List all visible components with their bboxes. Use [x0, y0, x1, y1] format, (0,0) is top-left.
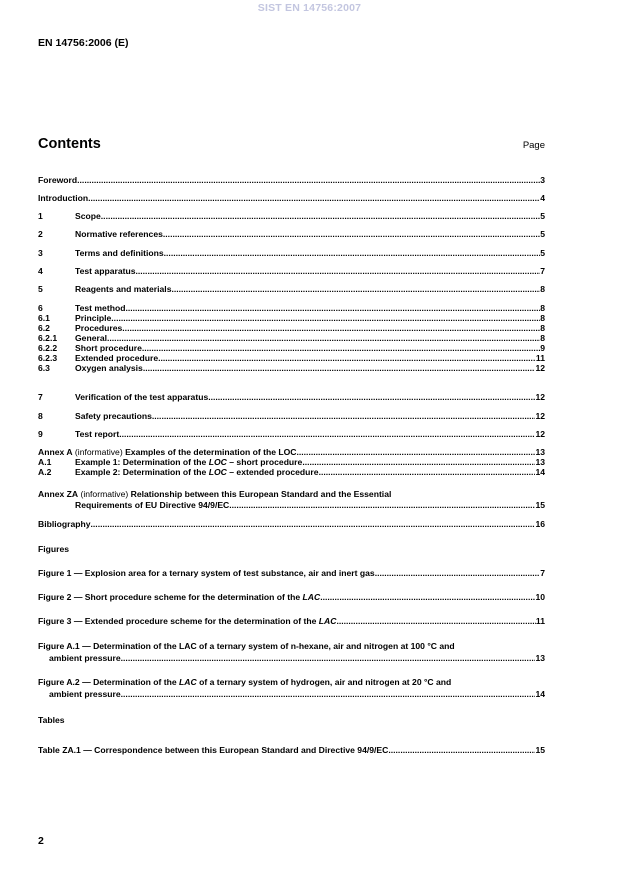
page-column-label: Page [522, 140, 545, 151]
toc-entry-8[interactable] [38, 411, 545, 421]
toc-title: Example 1: Determination of the LOC – short procedure [75, 457, 303, 467]
toc-title: Principle [75, 313, 112, 323]
figure-page: 7 [540, 568, 545, 578]
toc-number: 6.1 [38, 313, 50, 323]
toc-page: 3 [540, 175, 545, 185]
toc-title: Example 2: Determination of the LOC – extended procedure [75, 467, 319, 477]
toc-number: 3 [38, 248, 43, 258]
toc-page: 12 [535, 429, 545, 439]
toc-entry-annex-a[interactable] [38, 447, 545, 457]
toc-page: 4 [540, 193, 545, 203]
toc-title: Procedures [75, 323, 123, 333]
toc-entry-4[interactable] [38, 266, 545, 276]
toc-number: 2 [38, 229, 43, 239]
page-number: 2 [38, 835, 44, 847]
toc-page: 13 [535, 457, 545, 467]
toc-section-front [38, 175, 545, 185]
table-title: Table ZA.1 — Correspondence between this European Standard and Directive 94/9/EC [38, 745, 389, 755]
toc-section-intro [38, 193, 545, 203]
figure-title: Figure 3 — Extended procedure scheme for the determination of the LAC [38, 616, 337, 626]
toc-section-6 [38, 303, 545, 373]
toc-page: 5 [540, 211, 545, 221]
toc-page: 8 [540, 313, 545, 323]
toc-title: Bibliography [38, 519, 91, 529]
toc-page: 15 [535, 500, 545, 510]
toc-page: 14 [535, 467, 545, 477]
figure-title-cont: ambient pressure [49, 689, 121, 699]
figure-entry-3[interactable] [38, 616, 545, 626]
figure-page: 14 [535, 689, 545, 699]
toc-page: 16 [535, 519, 545, 529]
toc-title: General [75, 333, 108, 343]
toc-title: Short procedure [75, 343, 142, 353]
toc-title: Test report [75, 429, 120, 439]
toc-entry-6-2-2[interactable] [38, 343, 545, 353]
figure-page: 10 [535, 592, 545, 602]
toc-number: A.1 [38, 457, 52, 467]
figure-page: 13 [535, 653, 545, 663]
toc-page: 12 [535, 363, 545, 373]
toc-title: Introduction [38, 193, 89, 203]
toc-number: 6.2.1 [38, 333, 58, 343]
toc-title: Foreword [38, 175, 78, 185]
toc-title: Normative references [75, 229, 163, 239]
toc-title: Extended procedure [75, 353, 159, 363]
toc-number: 4 [38, 266, 43, 276]
toc-number: 6.2.3 [38, 353, 58, 363]
toc-entry-9[interactable] [38, 429, 545, 439]
contents-heading: Contents [38, 136, 101, 152]
toc-page: 5 [540, 248, 545, 258]
toc-title: Scope [75, 211, 101, 221]
toc-entry-6[interactable] [38, 303, 545, 313]
toc-entry-annex-za[interactable] [38, 489, 545, 499]
toc-entry-bibliography[interactable] [38, 519, 545, 529]
toc-entry-introduction[interactable] [38, 193, 545, 203]
figure-title: Figure 2 — Short procedure scheme for the determination of the LAC [38, 592, 321, 602]
toc-entry-5[interactable] [38, 284, 545, 294]
toc-page: 13 [535, 447, 545, 457]
toc-page: 7 [540, 266, 545, 276]
toc-entry-7[interactable] [38, 392, 545, 402]
toc-entry-2[interactable] [38, 229, 545, 239]
toc-page: 8 [540, 323, 545, 333]
figure-page: 11 [535, 616, 545, 626]
toc-page: 5 [540, 229, 545, 239]
toc-title: Reagents and materials [75, 284, 172, 294]
toc-entry-a-1[interactable] [38, 457, 545, 467]
figure-entry-a-1[interactable] [38, 641, 545, 663]
toc-number: 1 [38, 211, 43, 221]
toc-number: 6 [38, 303, 43, 313]
figure-entry-a-2[interactable] [38, 677, 545, 699]
toc-page: 12 [535, 411, 545, 421]
toc-title: Verification of the test apparatus [75, 392, 209, 402]
toc-entry-a-2[interactable] [38, 467, 545, 477]
figure-entry-1[interactable] [38, 568, 545, 578]
toc-title: Oxygen analysis [75, 363, 143, 373]
toc-entry-6-2[interactable] [38, 323, 545, 333]
toc-title: Test method [75, 303, 126, 313]
toc-number: 5 [38, 284, 43, 294]
figures-heading: Figures [38, 544, 70, 554]
table-entry-za-1[interactable] [38, 745, 545, 755]
toc-title: Terms and definitions [75, 248, 164, 258]
toc-entry-1[interactable] [38, 211, 545, 221]
table-page: 15 [535, 745, 545, 755]
toc-page: 8 [540, 284, 545, 294]
toc-entry-6-1[interactable] [38, 313, 545, 323]
tables-heading: Tables [38, 715, 65, 725]
document-id: EN 14756:2006 (E) [38, 37, 129, 49]
toc-number: 8 [38, 411, 43, 421]
figure-title: Figure A.2 — Determination of the LAC of a ternary system of hydrogen, air and nitrogen at 20 °C and [38, 677, 452, 687]
toc-entry-foreword[interactable] [38, 175, 545, 185]
toc-title: Test apparatus [75, 266, 136, 276]
toc-number: 6.2 [38, 323, 50, 333]
toc-title: Safety precautions [75, 411, 152, 421]
toc-number: 7 [38, 392, 43, 402]
toc-page: 8 [540, 303, 545, 313]
toc-entry-6-2-1[interactable] [38, 333, 545, 343]
figure-title-cont: ambient pressure [49, 653, 121, 663]
toc-page: 8 [540, 333, 545, 343]
toc-entry-6-3[interactable] [38, 363, 545, 373]
toc-entry-3[interactable] [38, 248, 545, 258]
toc-section-annex-a [38, 447, 545, 477]
toc-entry-6-2-3[interactable] [38, 353, 545, 363]
toc-page: 11 [535, 353, 545, 363]
figure-entry-2[interactable] [38, 592, 545, 602]
figure-title: Figure 1 — Explosion area for a ternary system of test substance, air and inert gas [38, 568, 375, 578]
toc-title-cont: Requirements of EU Directive 94/9/EC [75, 500, 230, 510]
toc-number: 6.2.2 [38, 343, 58, 353]
toc-number: 6.3 [38, 363, 50, 373]
toc-number: A.2 [38, 467, 52, 477]
toc-entry-annex-za-cont[interactable] [38, 500, 545, 510]
watermark: SIST EN 14756:2007 [257, 2, 362, 14]
toc-page: 9 [540, 343, 545, 353]
figure-title: Figure A.1 — Determination of the LAC of a ternary system of n-hexane, air and nitrogen at 100 °C and [38, 641, 455, 651]
toc-page: 12 [535, 392, 545, 402]
toc-title: Annex A (informative) Examples of the determination of the LOC [38, 447, 297, 457]
toc-title: Annex ZA (informative) Relationship between this European Standard and the Essential [38, 489, 392, 499]
toc-section-annex-za [38, 489, 545, 510]
toc-number: 9 [38, 429, 43, 439]
